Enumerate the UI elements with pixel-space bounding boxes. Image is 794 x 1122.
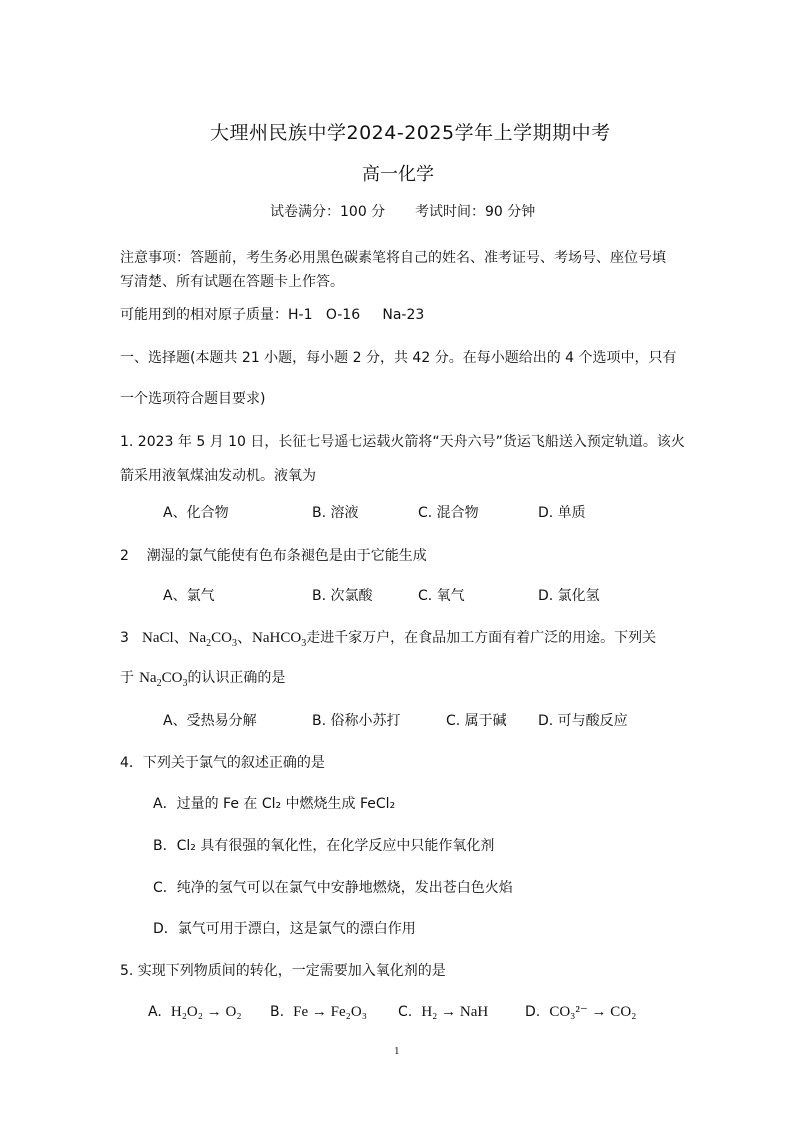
exam-time: 考试时间：90 分钟 [415,204,536,220]
atomic-masses: 可能用到的相对原子质量：H-1 O-16 Na-23 [120,307,425,323]
q3-stem-line-2: 于 $Na_2CO_3$的认识正确的是 [120,670,286,689]
q1-option-d: D. 单质 [538,505,586,521]
q3-option-b: B. 俗称小苏打 [312,713,401,729]
q3-option-c: C. 属于碱 [446,713,507,729]
q5-option-a-formula: H₂O₂ → O₂ [170,1004,242,1020]
q4-stem: 4．下列关于氯气的叙述正确的是 [120,755,325,771]
q5-option-b: B. Fe → Fe₂O₃ [270,1004,367,1020]
q3-stem-text: 走进千家万户，在食品加工方面有着广泛的用途。下列关 [306,630,657,646]
q5-option-b-formula: Fe → Fe₂O₃ [293,1004,367,1020]
q2-option-d: D. 氯化氢 [538,588,600,604]
exam-title: 大理州民族中学2024-2025学年上学期期中考 [210,122,611,144]
section1-line-1: 一、选择题(本题共 21 小题，每小题 2 分，共 42 分。在每小题给出的 4 个选项中，只有 [120,350,677,366]
q2-option-c: C. 氧气 [418,588,465,604]
q2-stem: 2 潮湿的氯气能使有色布条褪色是由于它能生成 [120,548,427,564]
q3-stem-line-1 [120,626,656,649]
q5-option-d: D. CO₃²⁻ → CO₂ [525,1004,637,1020]
page-number: 1 [394,1045,400,1057]
q3-formula-list: NaCl、$Na_2CO_3$、NaHCO$_3$ [142,630,307,649]
q5-option-c: C. H₂ → NaH [398,1004,489,1020]
q1-stem-line-1: 1. 2023 年 5 月 10 日，长征七号遥七运载火箭将“天舟六号”货运飞船送入预定轨道。该火 [120,434,685,450]
q4-option-d: D．氯气可用于漂白，这是氯气的漂白作用 [153,921,416,937]
q1-stem-line-2: 箭采用液氧煤油发动机。液氧为 [120,468,316,484]
section1-line-2: 一个选项符合题目要求) [120,391,266,407]
q5-stem: 5. 实现下列物质间的转化，一定需要加入氧化剂的是 [120,963,446,979]
q4-option-b: B．Cl₂ 具有很强的氧化性，在化学反应中只能作氧化剂 [153,838,495,854]
notice-line-2: 写清楚、所有试题在答题卡上作答。 [120,274,344,290]
q3-option-d: D. 可与酸反应 [538,713,628,729]
q2-option-b: B. 次氯酸 [312,588,373,604]
q3-na2co3-formula: $Na_2CO_3$ [139,670,188,689]
q5-option-c-formula: H₂ → NaH [421,1004,489,1020]
q1-option-a: A、化合物 [163,505,229,521]
notice-line-1: 注意事项：答题前，考生务必用黑色碳素笔将自己的姓名、准考证号、考场号、座位号填 [120,250,666,266]
full-score: 试卷满分：100 分 [270,204,386,220]
q5-option-d-formula: CO₃²⁻ → CO₂ [549,1004,637,1020]
q3-number: 3 [120,630,129,646]
q3-option-a: A、受热易分解 [163,713,257,729]
q1-option-c: C. 混合物 [418,505,479,521]
q5-option-a: A. H₂O₂ → O₂ [148,1004,242,1020]
q4-option-c: C．纯净的氢气可以在氯气中安静地燃烧，发出苍白色火焰 [153,880,513,896]
exam-subtitle: 高一化学 [362,164,434,185]
q1-option-b: B. 溶液 [312,505,359,521]
q2-option-a: A、氯气 [163,588,215,604]
q4-option-a: A．过量的 Fe 在 Cl₂ 中燃烧生成 FeCl₂ [153,796,396,812]
